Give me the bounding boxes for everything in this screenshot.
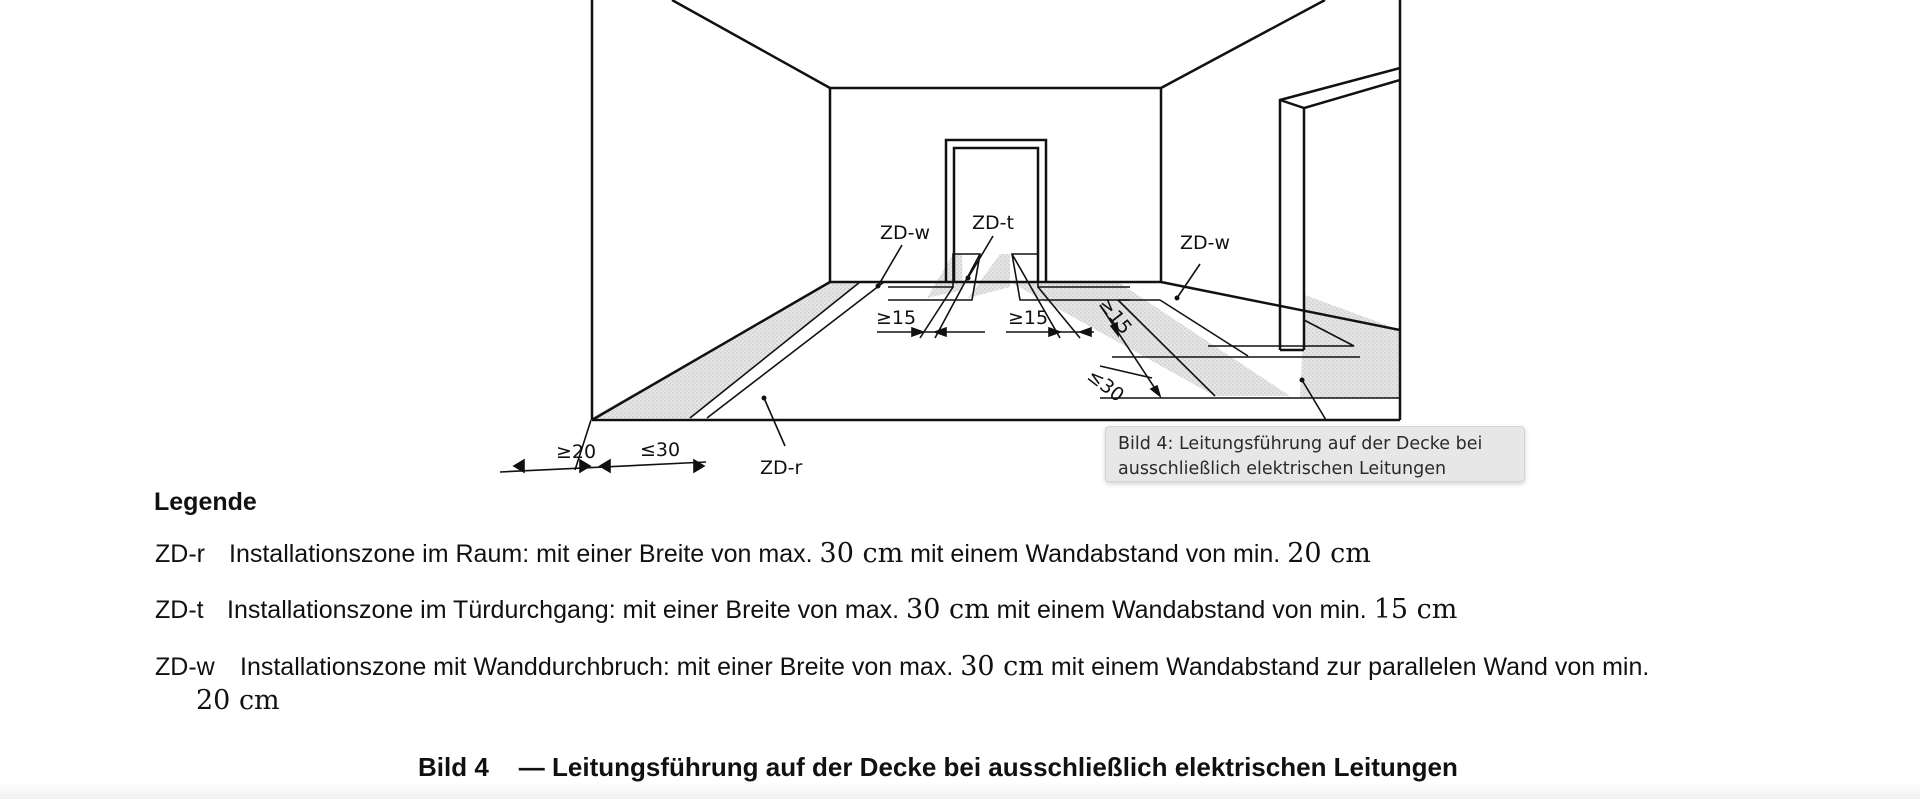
legend-value-continued: 20 cm <box>196 685 280 716</box>
label-zd-t: ZD-t <box>972 212 1014 234</box>
legend-text: Installationszone im Raum: mit einer Breite von max. <box>229 540 813 568</box>
legend-value: 20 cm <box>1287 538 1371 569</box>
image-tooltip <box>1105 426 1525 482</box>
legend-value: 30 cm <box>819 538 904 569</box>
legend-text: Installationszone mit Wanddurchbruch: mit einer Breite von max. <box>240 653 954 681</box>
label-zd-w-right: ZD-w <box>1180 232 1231 254</box>
legend-value: 30 cm <box>906 594 990 625</box>
dimension-ge20-bottom: ≥20 <box>556 441 597 463</box>
installation-zones <box>591 254 1400 418</box>
legend-item-zd-w <box>155 651 1649 682</box>
dimension-ge15-left: ≥15 <box>876 307 917 329</box>
dimension-le30-right: ≤30 <box>1082 364 1129 407</box>
dimension-lines <box>500 305 1160 472</box>
legend-text: mit einem Wandabstand von min. <box>910 540 1281 568</box>
caption-title: — Leitungsführung auf der Decke bei ausschließlich elektrischen Leitungen <box>518 752 1458 782</box>
label-zd-r: ZD-r <box>760 457 803 479</box>
legend-item-zd-r <box>155 538 1371 569</box>
legend-title: Legende <box>154 488 257 516</box>
legend-text: mit einem Wandabstand von min. <box>996 596 1367 624</box>
tooltip-line-1: Bild 4: Leitungsführung auf der Decke bei <box>1118 434 1483 454</box>
dimension-le30-bottom: ≤30 <box>640 439 681 461</box>
legend-text: mit einem Wandabstand zur parallelen Wand von min. <box>1050 653 1650 681</box>
dimension-ge15-right: ≥15 <box>1094 293 1137 339</box>
room-perspective-svg <box>480 0 1540 485</box>
figure-caption <box>418 752 1458 783</box>
legend-code: ZD-w <box>155 653 215 681</box>
legend-value: 30 cm <box>960 651 1044 682</box>
caption-number: Bild 4 <box>418 752 489 782</box>
tooltip-line-2: ausschließlich elektrischen Leitungen <box>1118 459 1447 479</box>
dimension-ge15-middle: ≥15 <box>1008 307 1049 329</box>
legend-code: ZD-t <box>155 596 204 624</box>
bottom-edge-shadow <box>0 782 1920 799</box>
legend-text: Installationszone im Türdurchgang: mit einer Breite von max. <box>227 596 900 624</box>
legend-value: 15 cm <box>1373 594 1458 625</box>
legend-code: ZD-r <box>155 540 205 568</box>
label-zd-w-left: ZD-w <box>880 222 931 244</box>
room-drawing <box>480 0 1540 485</box>
legend-item-zd-t <box>155 594 1457 625</box>
